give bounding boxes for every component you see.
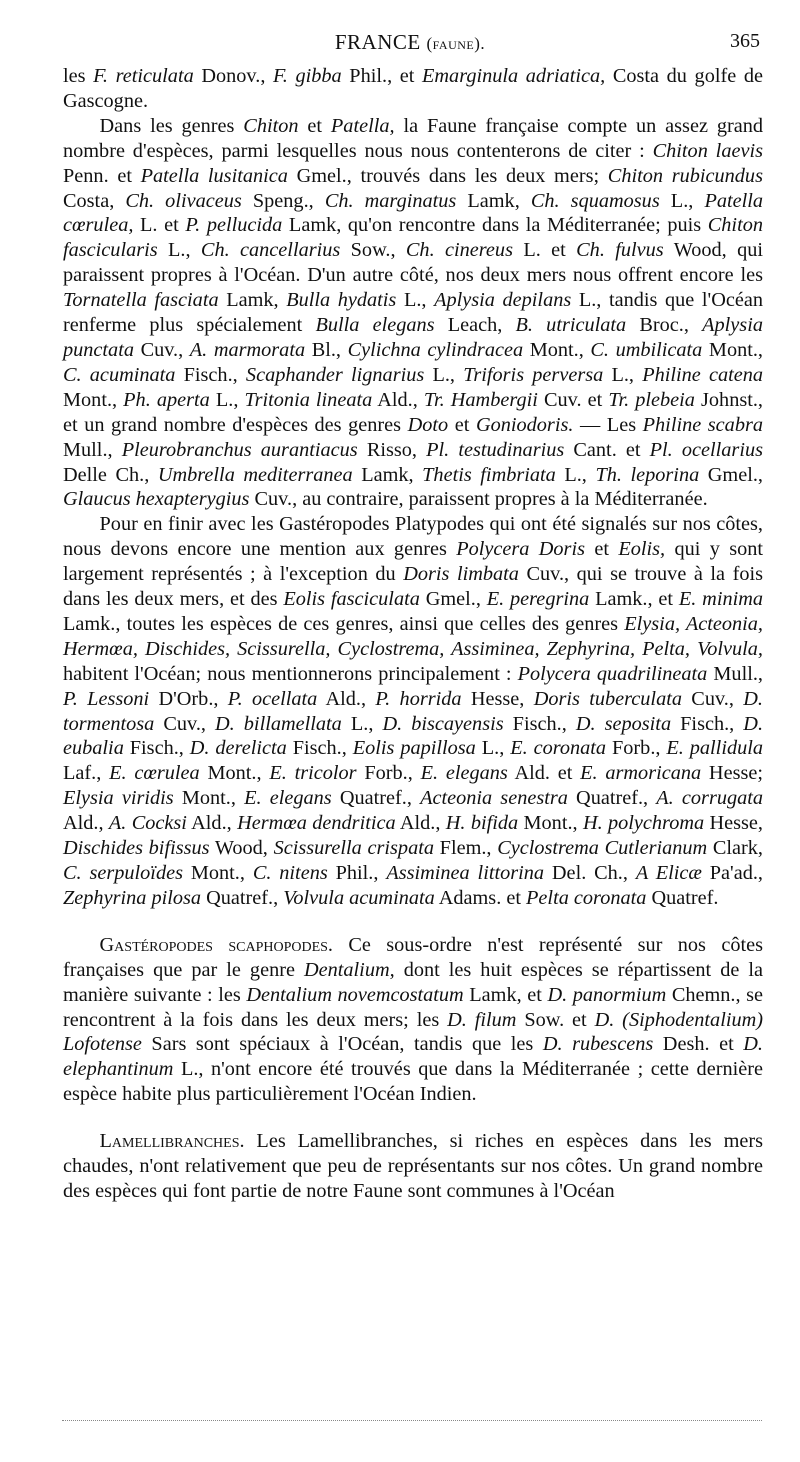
taxon-name: Eolis fasciculata	[283, 588, 420, 611]
taxon-name: Patella,	[330, 114, 395, 137]
text-run: Lamk, qu'on rencontre dans la Méditerranée; puis	[282, 214, 708, 237]
taxon-name: B. utriculata	[515, 314, 627, 337]
taxon-name: Dentalium,	[303, 958, 395, 981]
section-heading: Lamellibranches.	[99, 1130, 245, 1153]
text-run: Cuv., qui se trouve à la fois dans les deux mers, et des	[63, 563, 763, 611]
taxon-name: Pelta coronata	[526, 886, 647, 909]
taxon-name: Eolis papillosa	[352, 737, 476, 760]
text-run: L.,	[475, 737, 511, 760]
running-header	[60, 30, 760, 58]
text-run: Mull.,	[707, 662, 763, 685]
text-run: et	[584, 538, 619, 561]
taxon-name: D. eubalia	[63, 712, 764, 760]
taxon-name: Chiton rubicundus	[607, 164, 763, 187]
taxon-name: Ch. olivaceus	[125, 189, 242, 212]
text-run: Lamk., et	[589, 588, 679, 611]
taxon-name: Pl. ocellarius	[649, 438, 763, 461]
taxon-name: D. rubescens	[542, 1033, 654, 1056]
text-run: Sars sont spéciaux à l'Océan, tandis que les	[141, 1033, 543, 1056]
bottom-rule	[62, 1420, 762, 1421]
text-run: Chemn., se rencontrent à la fois dans les deux mers; les	[63, 983, 764, 1031]
text-run: Adams. et	[434, 886, 527, 909]
text-run: Hesse,	[704, 812, 763, 835]
taxon-name: D. derelicta	[189, 737, 287, 760]
text-run: Lamk, et	[463, 983, 548, 1006]
text-run: L.,	[659, 189, 705, 212]
text-run: Broc.,	[626, 314, 703, 337]
text-run: Lamk., toutes les espèces de ces genres, ainsi que celles des genres	[63, 612, 625, 635]
text-run: Mont.,	[63, 388, 124, 411]
text-run: Clark,	[707, 837, 763, 860]
taxon-name: Triforis perversa	[463, 363, 604, 386]
taxon-name: Ch. cancellarius	[200, 239, 341, 262]
body-text	[63, 64, 763, 1204]
taxon-name: Elysia, Acteonia, Hermœa, Dischides, Scissurella, Cyclostrema, Assiminea, Zephyrina, Pelta, Volvula,	[63, 612, 763, 660]
taxon-name: E. elegans	[244, 787, 332, 810]
taxon-name: D. filum	[447, 1008, 517, 1031]
text-run: Ce sous-ordre n'est représenté sur nos côtes françaises que par le genre	[63, 933, 763, 981]
text-run: L.,	[157, 239, 201, 262]
taxon-name: D. seposita	[575, 712, 672, 735]
taxon-name: C. nitens	[252, 862, 328, 884]
taxon-name: Patella cœrulea,	[63, 189, 764, 237]
taxon-name: E. pallidula	[666, 737, 764, 760]
taxon-name: E. cœrulea	[109, 762, 200, 785]
text-run: Ald.,	[395, 812, 446, 835]
text-run: L.,	[209, 388, 245, 411]
text-run: L.,	[603, 363, 643, 386]
text-run: Gmel.,	[699, 463, 763, 486]
text-run: la Faune française compte un assez grand nombre d'espèces, parmi lesquelles nous nous contenterons de citer :	[63, 114, 764, 162]
text-run: Johnst., et un grand nombre d'espèces des genres	[63, 388, 764, 436]
taxon-name: P. Lessoni	[63, 687, 150, 710]
taxon-name: Aplysia depilans	[434, 289, 572, 312]
taxon-name: Polycera Doris	[456, 538, 585, 561]
text-run: Fisch.,	[123, 737, 190, 760]
text-run: Bl.,	[305, 338, 348, 361]
text-run: Leach,	[434, 314, 516, 337]
taxon-name: Th. leporina	[595, 463, 700, 486]
taxon-name: H. bifida	[445, 812, 519, 835]
taxon-name: F. gibba	[273, 65, 342, 87]
taxon-name: Philine scabra	[642, 413, 763, 436]
text-run: Desh. et	[653, 1033, 744, 1056]
text-run: L.,	[555, 463, 596, 486]
taxon-name: Tr. plebeia	[608, 388, 695, 411]
taxon-name: C. umbilicata	[590, 338, 703, 361]
paragraph	[63, 512, 763, 911]
taxon-name: Tritonia lineata	[244, 388, 373, 411]
taxon-name: Eolis,	[618, 538, 666, 561]
taxon-name: D. (Siphodentalium) Lofotense	[63, 1008, 764, 1056]
taxon-name: Elysia viridis	[63, 787, 174, 810]
taxon-name: Bulla elegans	[315, 314, 435, 337]
text-run: Hesse;	[701, 762, 764, 785]
text-run: Mont.,	[702, 338, 763, 361]
running-title-sub: (faune).	[426, 34, 486, 53]
taxon-name: Chiton fascicularis	[63, 214, 763, 262]
text-run: qui y sont largement représentés ; à l'exception du	[63, 538, 764, 586]
taxon-name: E. minima	[678, 588, 764, 611]
text-run: Pa'ad.,	[701, 862, 763, 884]
paragraph	[63, 64, 763, 114]
text-run: Gmel., trouvés dans les deux mers;	[287, 164, 608, 187]
text-run: Mont.,	[199, 762, 270, 785]
page-number: 365	[730, 30, 760, 52]
taxon-name: C. acuminata	[63, 363, 176, 386]
paragraph	[63, 933, 763, 1107]
text-run: Ald.,	[372, 388, 424, 411]
taxon-name: Doris tuberculata	[533, 687, 682, 710]
taxon-name: Ch. marginatus	[324, 189, 457, 212]
taxon-name: Ch. cinereus	[405, 239, 513, 262]
text-run: Fisch.,	[175, 363, 246, 386]
taxon-name: Acteonia senestra	[420, 787, 568, 810]
taxon-name: Ch. fulvus	[576, 239, 664, 262]
taxon-name: Ch. squamosus	[530, 189, 660, 212]
taxon-name: Zephyrina pilosa	[63, 886, 202, 909]
text-run: Wood,	[209, 837, 274, 860]
text-run: Cuv.,	[154, 712, 216, 735]
taxon-name: Scissurella crispata	[273, 837, 434, 860]
taxon-name: D. billamellata	[215, 712, 342, 735]
taxon-name: E. peregrina	[486, 588, 590, 611]
taxon-name: Cyclostrema Cutlerianum	[497, 837, 708, 860]
text-run: Fisch.,	[671, 712, 744, 735]
taxon-name: Emarginula adriatica,	[422, 65, 606, 87]
taxon-name: E. tricolor	[269, 762, 357, 785]
text-run: L. et	[512, 239, 577, 262]
taxon-name: Doris limbata	[403, 563, 519, 586]
running-title	[60, 30, 760, 55]
text-run: L., tandis que l'Océan renferme plus spécialement	[63, 289, 763, 337]
taxon-name: Aplysia punctata	[63, 314, 763, 361]
text-run: Cuv.,	[681, 687, 744, 710]
taxon-name: D. biscayensis	[382, 712, 504, 735]
taxon-name: Tornatella fasciata	[63, 289, 219, 312]
text-run: Cuv., au contraire, paraissent propres à la Méditerranée.	[249, 488, 708, 511]
taxon-name: Philine catena	[642, 363, 764, 386]
text-run: Sow.,	[340, 239, 406, 262]
text-run: Dans les genres	[99, 114, 244, 137]
taxon-name: Polycera quadrilineata	[517, 662, 708, 685]
taxon-name: Pl. testudinarius	[426, 438, 565, 461]
taxon-name: Umbrella mediterranea	[157, 463, 353, 486]
taxon-name: A Elicæ	[635, 862, 702, 884]
taxon-name: Goniodoris.	[475, 413, 574, 436]
taxon-name: Chiton	[243, 114, 299, 137]
text-run: Quatref.	[646, 886, 719, 909]
taxon-name: Dischides bifissus	[63, 837, 210, 860]
taxon-name: Doto	[407, 413, 449, 436]
text-run: Ald.,	[63, 812, 109, 835]
text-run: Quatref.,	[331, 787, 421, 810]
text-run: Cuv. et	[537, 388, 609, 411]
text-run: L., n'ont encore été trouvés que dans la Méditerranée ; cette dernière espèce habite plus particulièrement l'Océan Indien.	[63, 1058, 763, 1106]
taxon-name: Assiminea littorina	[386, 862, 545, 884]
text-run: Delle Ch.,	[63, 463, 158, 486]
taxon-name: Chiton laevis	[652, 139, 763, 162]
text-run: les	[63, 65, 94, 87]
text-run: Costa,	[63, 189, 126, 212]
taxon-name: Hermœa dendritica	[237, 812, 396, 835]
taxon-name: Volvula acuminata	[283, 886, 435, 909]
taxon-name: A. Cocksi	[108, 812, 187, 835]
text-run: Quatref.,	[201, 886, 284, 909]
text-run: Lamk,	[352, 463, 423, 486]
text-run: Cuv.,	[133, 338, 190, 361]
text-run: Lamk,	[218, 289, 287, 312]
taxon-name: Thetis fimbriata	[422, 463, 556, 486]
text-run: habitent l'Océan; nous mentionnerons principalement :	[63, 662, 518, 685]
taxon-name: Pleurobranchus aurantiacus	[121, 438, 358, 461]
text-run: Pour en finir avec les Gastéropodes Platypodes qui ont été signalés sur nos côtes, nous devons encore une mention aux genres	[63, 513, 763, 561]
taxon-name: E. coronata	[510, 737, 607, 760]
taxon-name: H. polychroma	[582, 812, 705, 835]
text-run: L. et	[133, 214, 186, 237]
taxon-name: D. tormentosa	[63, 687, 763, 735]
taxon-name: Scaphander lignarius	[245, 363, 425, 386]
text-run: Mont.,	[182, 862, 253, 884]
text-run: Mont.,	[518, 812, 583, 835]
text-run: Penn. et	[63, 164, 141, 187]
taxon-name: Glaucus hexapterygius	[63, 488, 250, 511]
text-run: L.,	[396, 289, 435, 312]
paragraph	[63, 1129, 763, 1204]
text-run: — Les	[573, 413, 643, 436]
text-run: Phil.,	[327, 862, 387, 884]
text-run: Donov.,	[193, 65, 274, 87]
text-run: Del. Ch.,	[544, 862, 636, 884]
taxon-name: P. horrida	[375, 687, 462, 710]
taxon-name: Cylichna cylindracea	[347, 338, 524, 361]
text-run: Costa du golfe de Gascogne.	[63, 65, 763, 112]
taxon-name: Patella lusitanica	[140, 164, 288, 187]
text-run: Gmel.,	[419, 588, 487, 611]
taxon-name: Bulla hydatis	[286, 289, 397, 312]
text-run: Forb.,	[356, 762, 421, 785]
text-run: Les Lamellibranches, si riches en espèces dans les mers chaudes, n'ont relativement que peu de représentants sur nos côtes. Un grand nombre des espèces qui font partie de notre Faune sont communes à l'Océan	[63, 1130, 763, 1202]
taxon-name: E. armoricana	[580, 762, 702, 785]
taxon-name: F. reticulata	[93, 65, 194, 87]
taxon-name: E. elegans	[420, 762, 508, 785]
section-heading: Gastéropodes scaphopodes.	[99, 933, 333, 956]
text-run: Mont.,	[523, 338, 591, 361]
text-run: L.,	[424, 363, 464, 386]
text-run: Quatref.,	[567, 787, 657, 810]
text-run: dont les huit espèces se répartissent de la manière suivante : les	[63, 958, 763, 1006]
taxon-name: Ph. aperta	[123, 388, 210, 411]
text-run: et	[448, 413, 476, 436]
taxon-name: P. ocellata	[227, 687, 318, 710]
taxon-name: C. serpuloïdes	[63, 862, 183, 884]
running-title-main: FRANCE	[334, 30, 421, 54]
taxon-name: P. pellucida	[185, 214, 283, 237]
text-run: Cant. et	[564, 438, 650, 461]
text-run: Fisch.,	[503, 712, 576, 735]
text-run: Mull.,	[63, 438, 122, 461]
text-run: Risso,	[357, 438, 427, 461]
taxon-name: Tr. Hambergii	[423, 388, 538, 411]
taxon-name: D. elephantinum	[63, 1033, 763, 1081]
text-run: et	[298, 114, 331, 137]
text-run: Flem.,	[433, 837, 498, 860]
text-run: Wood, qui paraissent propres à l'Océan. D'un autre côté, nos deux mers nous offrent encore les	[63, 239, 764, 287]
text-run: Ald.,	[186, 812, 238, 835]
text-run: Mont.,	[173, 787, 245, 810]
text-run: Ald. et	[507, 762, 581, 785]
text-run: Phil., et	[341, 65, 423, 87]
text-run: D'Orb.,	[149, 687, 228, 710]
text-run: Ald.,	[317, 687, 376, 710]
taxon-name: D. panormium	[547, 983, 667, 1006]
text-run: Forb.,	[606, 737, 667, 760]
taxon-name: Dentalium novemcostatum	[246, 983, 464, 1006]
text-run: Fisch.,	[286, 737, 353, 760]
text-run: Lamk,	[456, 189, 531, 212]
text-run: Speng.,	[241, 189, 325, 212]
taxon-name: A. marmorata	[189, 338, 306, 361]
paragraph	[63, 114, 763, 513]
text-run: Hesse,	[461, 687, 534, 710]
text-run: Sow. et	[516, 1008, 595, 1031]
text-run: L.,	[341, 712, 383, 735]
text-run: Laf.,	[63, 762, 110, 785]
taxon-name: A. corrugata	[656, 787, 764, 810]
